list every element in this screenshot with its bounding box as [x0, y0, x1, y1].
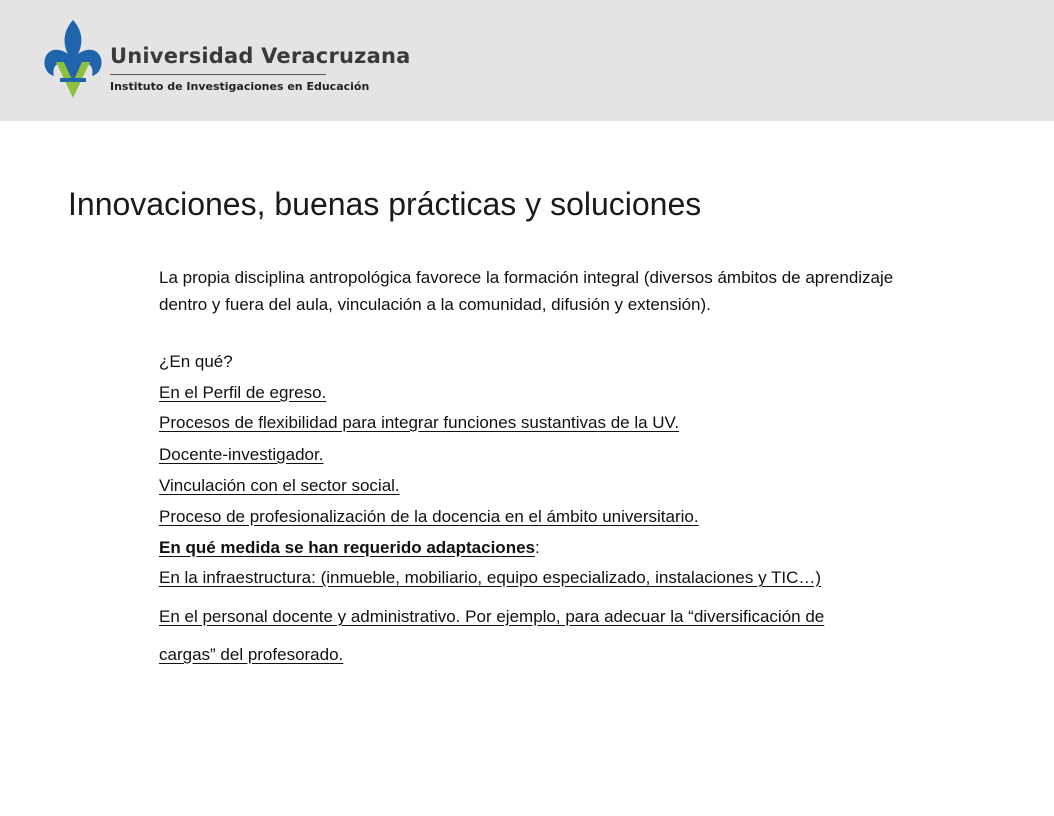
list-item-flexibilidad[interactable]: Procesos de flexibilidad para integrar funciones sustantivas de la UV. [159, 413, 680, 432]
header-banner [0, 0, 1054, 121]
university-logo-icon [42, 18, 104, 98]
adaptation-personal-cont[interactable]: cargas” del profesorado. [159, 645, 344, 664]
list-item-perfil[interactable]: En el Perfil de egreso. [159, 383, 327, 402]
university-name: Universidad Veracruzana [110, 44, 411, 68]
list-item-profesionalizacion[interactable]: Proceso de profesionalización de la docencia en el ámbito universitario. [159, 507, 699, 526]
intro-paragraph: La propia disciplina antropológica favorece la formación integral (diversos ámbitos de aprendizaje dentro y fuera del aula, vinculación a la comunidad, difusión y extensión). [159, 268, 894, 314]
adaptations-heading [159, 538, 540, 558]
slide-title: Innovaciones, buenas prácticas y soluciones [68, 186, 702, 222]
adaptations-heading-text[interactable]: En qué medida se han requerido adaptaciones [159, 538, 535, 557]
header-divider [110, 74, 326, 75]
adaptation-infraestructura[interactable]: En la infraestructura: (inmueble, mobiliario, equipo especializado, instalaciones y TIC…) [159, 568, 822, 587]
adaptations-heading-colon: : [534, 538, 540, 557]
list-item-vinculacion[interactable]: Vinculación con el sector social. [159, 476, 400, 495]
list-item-docente[interactable]: Docente-investigador. [159, 445, 324, 464]
question-text: ¿En qué? [159, 352, 233, 371]
institute-name: Instituto de Investigaciones en Educación [110, 80, 370, 93]
adaptation-personal[interactable]: En el personal docente y administrativo. Por ejemplo, para adecuar la “diversificación de [159, 607, 825, 626]
